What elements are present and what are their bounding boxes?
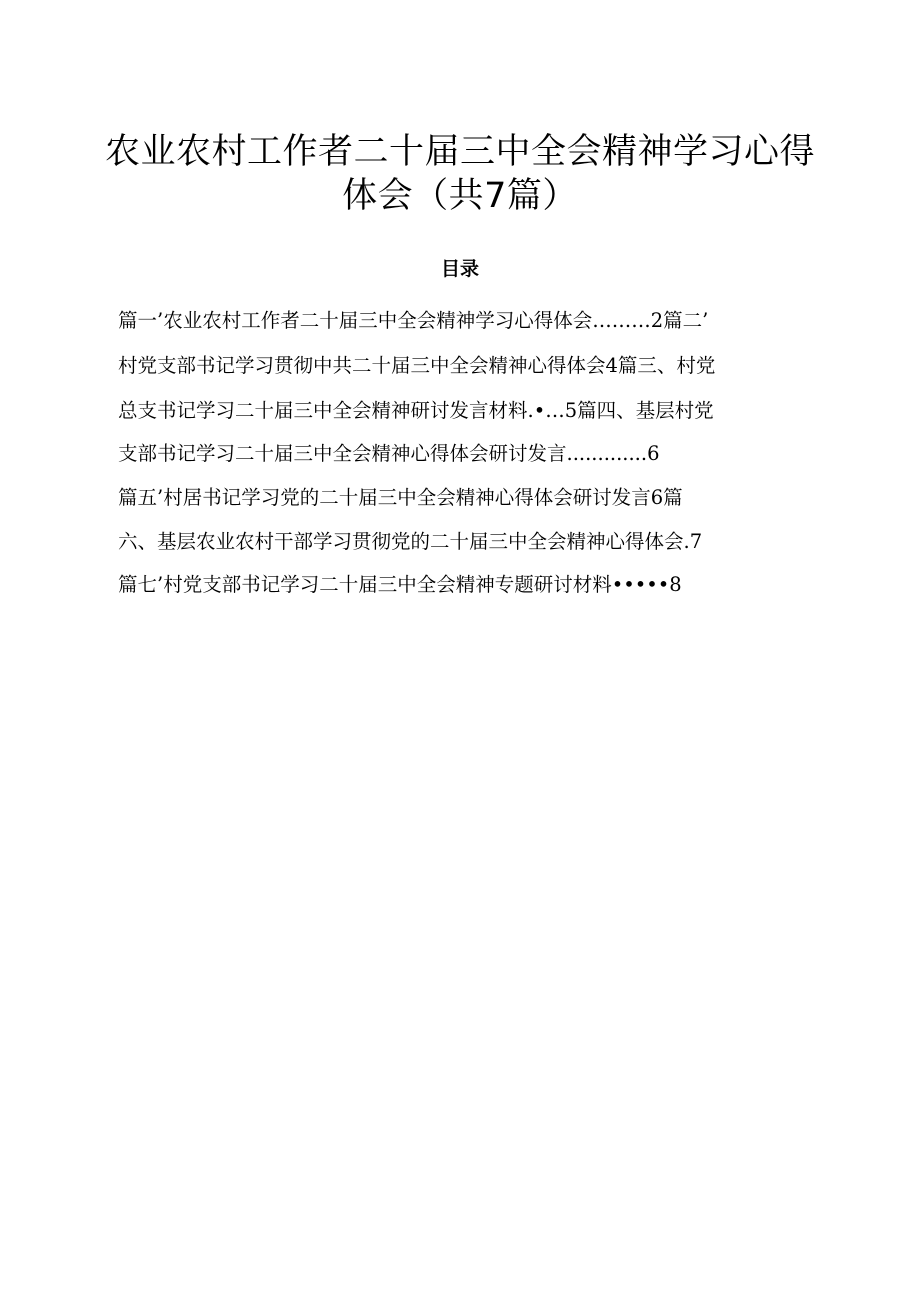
document-title-line-2: 体会（共7篇）: [342, 176, 578, 216]
toc-line: 总支书记学习二十届三中全会精神研讨发言材料.•…5篇四、基层村党: [118, 399, 714, 422]
document-title-line-1: 农业农村工作者二十届三中全会精神学习心得: [104, 132, 815, 172]
toc-line: 支部书记学习二十届三中全会精神心得体会研讨发言.............6: [118, 442, 660, 465]
toc-line: 篇一’农业农村工作者二十届三中全会精神学习心得体会………2篇二’: [118, 309, 709, 332]
toc-line: 篇五’村居书记学习党的二十届三中全会精神心得体会研讨发言6篇: [118, 486, 683, 509]
toc-heading: 目录: [440, 258, 479, 280]
toc-line: 六、基层农业农村干部学习贯彻党的二十届三中全会精神心得体会.7: [118, 530, 703, 553]
toc-line: 篇七’村党支部书记学习二十届三中全会精神专题研讨材料•••••8: [118, 573, 682, 596]
toc-line: 村党支部书记学习贯彻中共二十届三中全会精神心得体会4篇三、村党: [118, 354, 716, 377]
